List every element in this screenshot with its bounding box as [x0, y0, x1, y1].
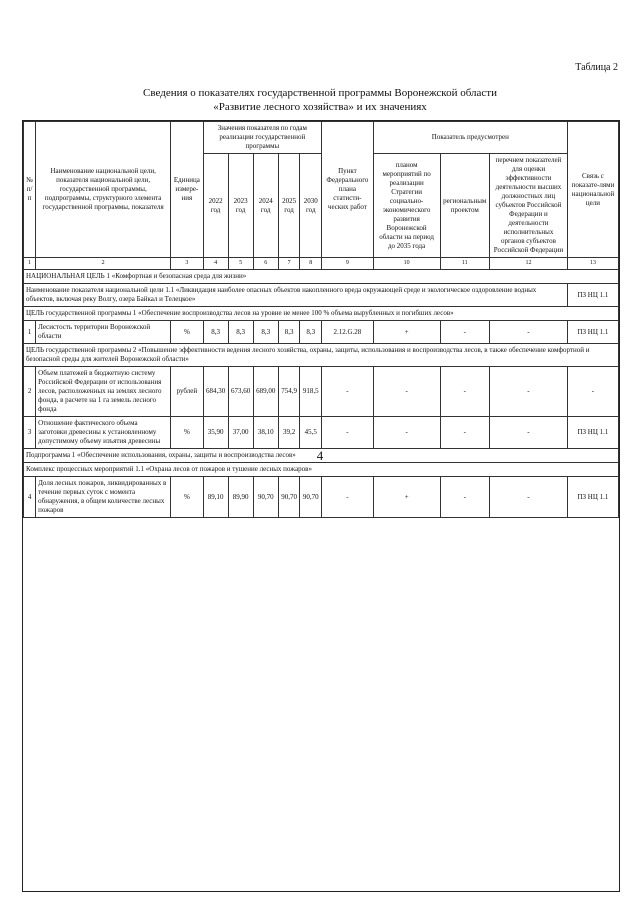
cell-unit: %: [171, 417, 203, 449]
subprogram-1-row: Подпрограмма 1 «Обеспечение использования, охраны, защиты и воспроизводства лесов»: [24, 449, 619, 463]
cell-efficiency: -: [489, 367, 567, 417]
cell-unit: %: [171, 477, 203, 518]
cell-unit: %: [171, 321, 203, 344]
cell-plan: 2.12.G.28: [322, 321, 374, 344]
cell-efficiency: -: [489, 321, 567, 344]
column-number: 13: [567, 258, 618, 270]
table-label: Таблица 2: [575, 62, 618, 73]
cell-2025: 754,9: [278, 367, 300, 417]
cell-num: 2: [24, 367, 36, 417]
cell-efficiency: -: [489, 417, 567, 449]
header-num: № п/п: [24, 122, 36, 258]
title-line-1: Сведения о показателях государственной программы Воронежской области: [143, 87, 497, 99]
table-scroll-area[interactable]: [22, 120, 620, 892]
national-goal-row: НАЦИОНАЛЬНАЯ ЦЕЛЬ 1 «Комфортная и безопасная среда для жизни»: [24, 270, 619, 284]
national-indicator-row: Наименование показателя национальной цели 1.1 «Ликвидация наиболее опасных объектов накопленного вреда окружающей среде и экологическое оздоровление водных объектов, включая реку Волгу, озера Байкал и Телецкое»: [24, 284, 568, 307]
cell-2023: 89,90: [228, 477, 253, 518]
header-name: Наименование национальной цели, показателя национальной цели, государственной программы, подпрограммы, структурного элемента государственной программы, показателя: [36, 122, 171, 258]
program-goal-1-row: ЦЕЛЬ государственной программы 1 «Обеспечение воспроизводства лесов на уровне не менее 100 % объема вырубленных и погибших лесов»: [24, 307, 619, 321]
column-number: 12: [489, 258, 567, 270]
cell-2030: 45,5: [300, 417, 322, 449]
cell-2030: 8,3: [300, 321, 322, 344]
cell-strategy: -: [373, 367, 440, 417]
cell-2025: 8,3: [278, 321, 300, 344]
header-unit: Единица измере-ния: [171, 122, 203, 258]
cell-link: ПЗ НЦ 1.1: [567, 321, 618, 344]
header-2025: 2025 год: [278, 154, 300, 258]
page-number: 4: [316, 448, 324, 463]
cell-regional: -: [440, 417, 489, 449]
header-efficiency-list: перечнем показателей для оценки эффективности деятельности высших должностных лиц субъектов Российской Федерации и деятельности исполнительных органов субъектов Российской Федерации: [489, 154, 567, 258]
cell-plan: -: [322, 477, 374, 518]
cell-2023: 673,60: [228, 367, 253, 417]
cell-2022: 8,3: [203, 321, 228, 344]
cell-regional: -: [440, 477, 489, 518]
cell-2030: 918,5: [300, 367, 322, 417]
column-number: 5: [228, 258, 253, 270]
table-row: [24, 367, 619, 417]
cell-link: ПЗ НЦ 1.1: [567, 477, 618, 518]
header-2022: 2022 год: [203, 154, 228, 258]
table-row: [24, 417, 619, 449]
column-numbers-row: [24, 258, 619, 270]
cell-regional: -: [440, 367, 489, 417]
cell-2022: 89,10: [203, 477, 228, 518]
cell-num: 1: [24, 321, 36, 344]
cell-2022: 684,30: [203, 367, 228, 417]
cell-strategy: +: [373, 321, 440, 344]
national-indicator-link: ПЗ НЦ 1.1: [567, 284, 618, 307]
column-number: 3: [171, 258, 203, 270]
column-number: 6: [253, 258, 278, 270]
cell-link: ПЗ НЦ 1.1: [567, 417, 618, 449]
cell-link: -: [567, 367, 618, 417]
header-plan: Пункт Федерального плана статисти-ческих работ: [322, 122, 374, 258]
cell-name: Лесистость территории Воронежской области: [36, 321, 171, 344]
cell-2023: 37,00: [228, 417, 253, 449]
column-number: 9: [322, 258, 374, 270]
cell-2025: 39,2: [278, 417, 300, 449]
header-provided-group: Показатель предусмотрен: [373, 122, 567, 154]
cell-name: Объем платежей в бюджетную систему Российской Федерации от использования лесов, расположенных на землях лесного фонда, в расчете на 1 га земель лесного фонда: [36, 367, 171, 417]
cell-efficiency: -: [489, 477, 567, 518]
cell-plan: -: [322, 417, 374, 449]
cell-name: Доля лесных пожаров, ликвидированных в течение первых суток с момента обнаружения, в общем количестве лесных пожаров: [36, 477, 171, 518]
cell-2030: 90,70: [300, 477, 322, 518]
header-2024: 2024 год: [253, 154, 278, 258]
cell-num: 3: [24, 417, 36, 449]
cell-plan: -: [322, 367, 374, 417]
table-row: [24, 477, 619, 518]
header-link: Связь с показате-лями национальной цели: [567, 122, 618, 258]
cell-2024: 689,00: [253, 367, 278, 417]
table-row: [24, 321, 619, 344]
cell-2025: 90,70: [278, 477, 300, 518]
program-goal-2-row: ЦЕЛЬ государственной программы 2 «Повышение эффективности ведения лесного хозяйства, охраны, защиты, использования и воспроизводства лесов, в также обеспечение комфортной и безопасной среды для жителей Воронежской области»: [24, 344, 619, 367]
column-number: 11: [440, 258, 489, 270]
cell-num: 4: [24, 477, 36, 518]
cell-2023: 8,3: [228, 321, 253, 344]
header-2030: 2030 год: [300, 154, 322, 258]
header-values-group: Значения показателя по годам реализации государственной программы: [203, 122, 322, 154]
cell-2024: 38,10: [253, 417, 278, 449]
table-title: [0, 86, 640, 114]
cell-unit: рублей: [171, 367, 203, 417]
complex-1-1-row: Комплекс процессных мероприятий 1.1 «Охрана лесов от пожаров и тушение лесных пожаров»: [24, 463, 619, 477]
cell-regional: -: [440, 321, 489, 344]
cell-2024: 8,3: [253, 321, 278, 344]
cell-2024: 90,70: [253, 477, 278, 518]
column-number: 10: [373, 258, 440, 270]
column-number: 2: [36, 258, 171, 270]
cell-strategy: +: [373, 477, 440, 518]
title-line-2: «Развитие лесного хозяйства» и их значениях: [213, 101, 427, 113]
cell-2022: 35,90: [203, 417, 228, 449]
header-strategy-plan: планом мероприятий по реализации Стратегии социально-экономического развития Воронежской области на период до 2035 года: [373, 154, 440, 258]
column-number: 1: [24, 258, 36, 270]
header-regional-project: региональным проектом: [440, 154, 489, 258]
column-number: 8: [300, 258, 322, 270]
cell-name: Отношение фактического объема заготовки древесины к установленному допустимому объему изъятия древесины: [36, 417, 171, 449]
cell-strategy: -: [373, 417, 440, 449]
header-2023: 2023 год: [228, 154, 253, 258]
indicators-table: [23, 121, 619, 518]
column-number: 7: [278, 258, 300, 270]
column-number: 4: [203, 258, 228, 270]
